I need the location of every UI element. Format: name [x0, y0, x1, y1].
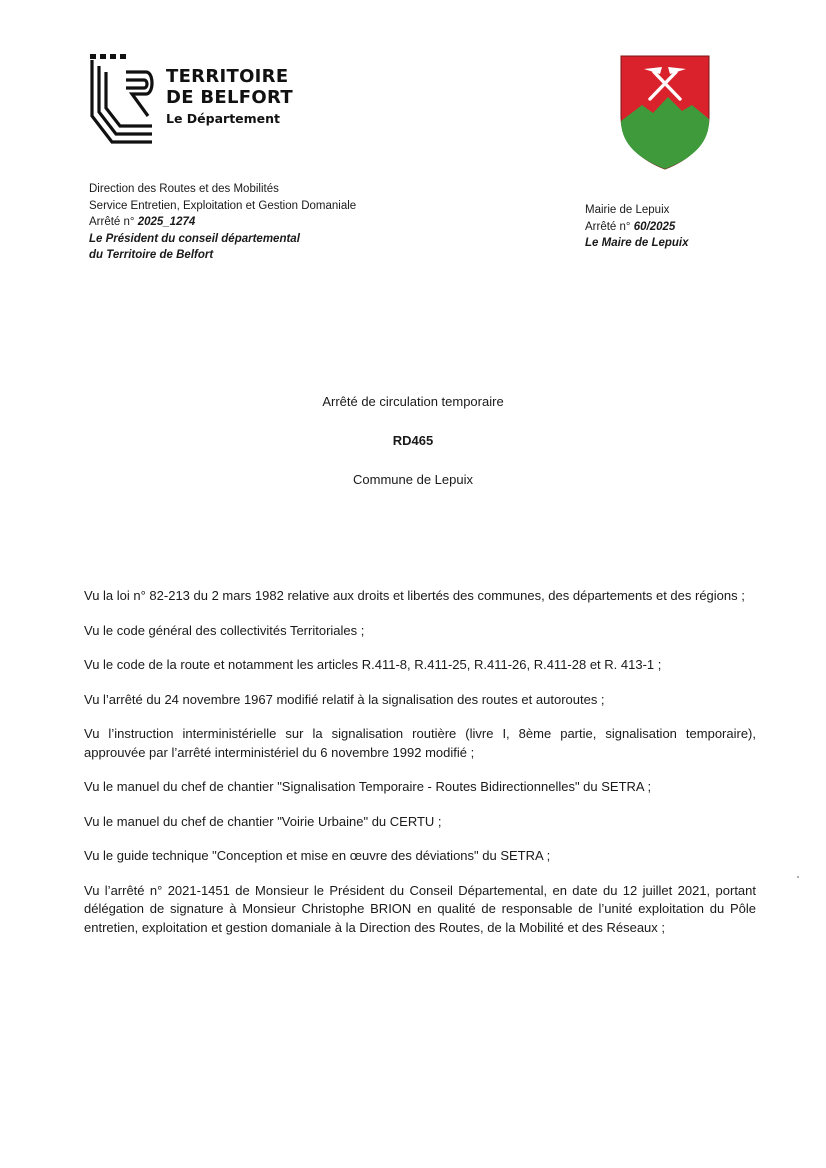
arrete-number-line [89, 214, 356, 231]
visa-paragraph: Vu le code de la route et notamment les articles R.411-8, R.411-25, R.411-26, R.411-28 et R. 413-1 ; [84, 657, 662, 672]
logo-line-belfort: DE BELFORT [166, 87, 293, 108]
departement-logo-icon [88, 54, 158, 150]
commune-name: Commune de Lepuix [353, 472, 473, 487]
visa-paragraph: Vu l’arrêté du 24 novembre 1967 modifié relatif à la signalisation des routes et autoroutes ; [84, 691, 605, 707]
visa-paragraph: Vu le guide technique "Conception et mise en œuvre des déviations" du SETRA ; [84, 848, 551, 863]
maire-title: Le Maire de Lepuix [585, 237, 689, 249]
mairie-arrete-label: Arrêté n° [585, 220, 634, 233]
mairie-arrete-number: 60/2025 [633, 220, 676, 233]
visa-paragraph: Vu l’instruction interministérielle sur la signalisation routière (livre I, 8ème partie, signalisation temporaire), approuvée par l’arrêté interministériel du 6 novembre 1992 modifié ; [84, 726, 756, 760]
issuer-header [89, 181, 356, 264]
mairie-header [585, 202, 689, 252]
mairie-arrete-line [585, 219, 689, 236]
document-title: Arrêté de circulation temporaire [322, 394, 504, 409]
scan-speck [797, 876, 799, 878]
logo-wordmark [166, 66, 293, 128]
mairie-name: Mairie de Lepuix [585, 204, 670, 216]
lepuix-coat-of-arms-icon [620, 55, 710, 170]
logo-line-departement: Le Département [166, 111, 281, 126]
president-territory: du Territoire de Belfort [89, 249, 214, 261]
visa-paragraph: Vu le manuel du chef de chantier "Voirie Urbaine" du CERTU ; [84, 813, 442, 829]
visa-paragraph: Vu la loi n° 82-213 du 2 mars 1982 relative aux droits et libertés des communes, des départements et des régions ; [84, 588, 745, 603]
arrete-label: Arrêté n° [89, 216, 138, 228]
visas-section [84, 587, 756, 953]
logo-line-territoire: TERRITOIRE [166, 66, 289, 87]
visa-paragraph: Vu le code général des collectivités Territoriales ; [84, 622, 365, 638]
service-name: Service Entretien, Exploitation et Gestion Domaniale [89, 199, 357, 212]
direction-name: Direction des Routes et des Mobilités [89, 183, 279, 195]
visa-paragraph: Vu le manuel du chef de chantier "Signalisation Temporaire - Routes Bidirectionnelles" du SETRA ; [84, 779, 652, 794]
arrete-number: 2025_1274 [137, 216, 196, 228]
president-title: Le Président du conseil départemental [89, 232, 300, 245]
visa-paragraph: Vu l’arrêté n° 2021-1451 de Monsieur le Président du Conseil Départemental, en date du 12 juillet 2021, portant délégation de signature à Monsieur Christophe BRION en qualité de responsable de l’unité exploitation du Pôle entretien, exploitation et gestion domaniale à la Direction des Routes, de la Mobilité et des Réseaux ; [84, 882, 756, 935]
road-reference: RD465 [392, 433, 434, 448]
